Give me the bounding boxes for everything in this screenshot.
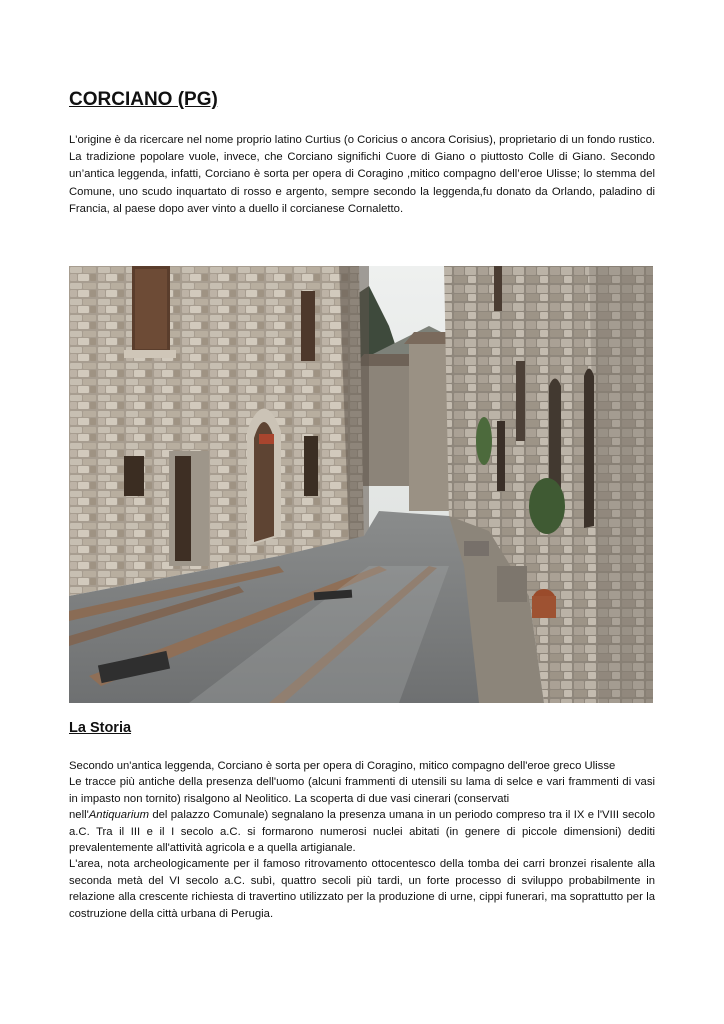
page-title: CORCIANO (PG) — [69, 89, 218, 110]
paragraph-fragment: nell' — [69, 809, 89, 822]
section-title: La Storia — [69, 720, 132, 736]
intro-paragraph: L'origine è da ricercare nel nome proprio latino Curtius (o Coricius o ancora Corisius), proprietario di un fondo rustico. La tradizione popolare vuole, invece, che Corciano significhi Cuore di Giano o piuttosto Colle di Giano. Secondo un’antica leggenda, infatti, Corciano è sorta per opera di Coragino ,mitico compagno dell’eroe Ulisse; lo stemma del Comune, uno scudo inquartato di rosso e argento, sempre secondo la leggenda,fu donato da Orlando, paladino di Francia, al paese dopo aver vinto a duello il corcianese Cornaletto. — [69, 134, 655, 215]
street-photo — [69, 266, 653, 703]
paragraph-fragment: del palazzo Comunale) segnalano la presenza umana in un periodo compreso tra il IX e l'VIII secolo a.C. Tra il III e il I secolo a.C. si formarono numerosi nuclei abitati (in genere di piccole dimensioni) dediti prevalentemente all'attività agricola e a quella artigianale. — [69, 809, 655, 855]
italic-term: Antiquarium — [88, 809, 150, 822]
history-paragraph: L'area, nota archeologicamente per il famoso ritrovamento ottocentesco della tomba dei carri bronzei risalente alla seconda metà del VI secolo a.C. subì, quattro secoli più tardi, un forte processo di sviluppo probabilmente in relazione alla crescente richiesta di travertino utilizzato per la produzione di urne, cippi funerari, ma soprattutto per la costruzione della città urbana di Perugia. — [69, 858, 655, 920]
history-text — [69, 758, 655, 922]
history-paragraph — [69, 807, 655, 856]
history-paragraph: Secondo un'antica leggenda, Corciano è sorta per opera di Coragino, mitico compagno dell'eroe greco Ulisse — [69, 760, 616, 772]
history-paragraph: Le tracce più antiche della presenza dell'uomo (alcuni frammenti di utensili su lama di selce e vari frammenti di vasi in impasto non tornito) risalgono al Neolitico. La scoperta di due vasi cinerari (conservati — [69, 776, 655, 805]
